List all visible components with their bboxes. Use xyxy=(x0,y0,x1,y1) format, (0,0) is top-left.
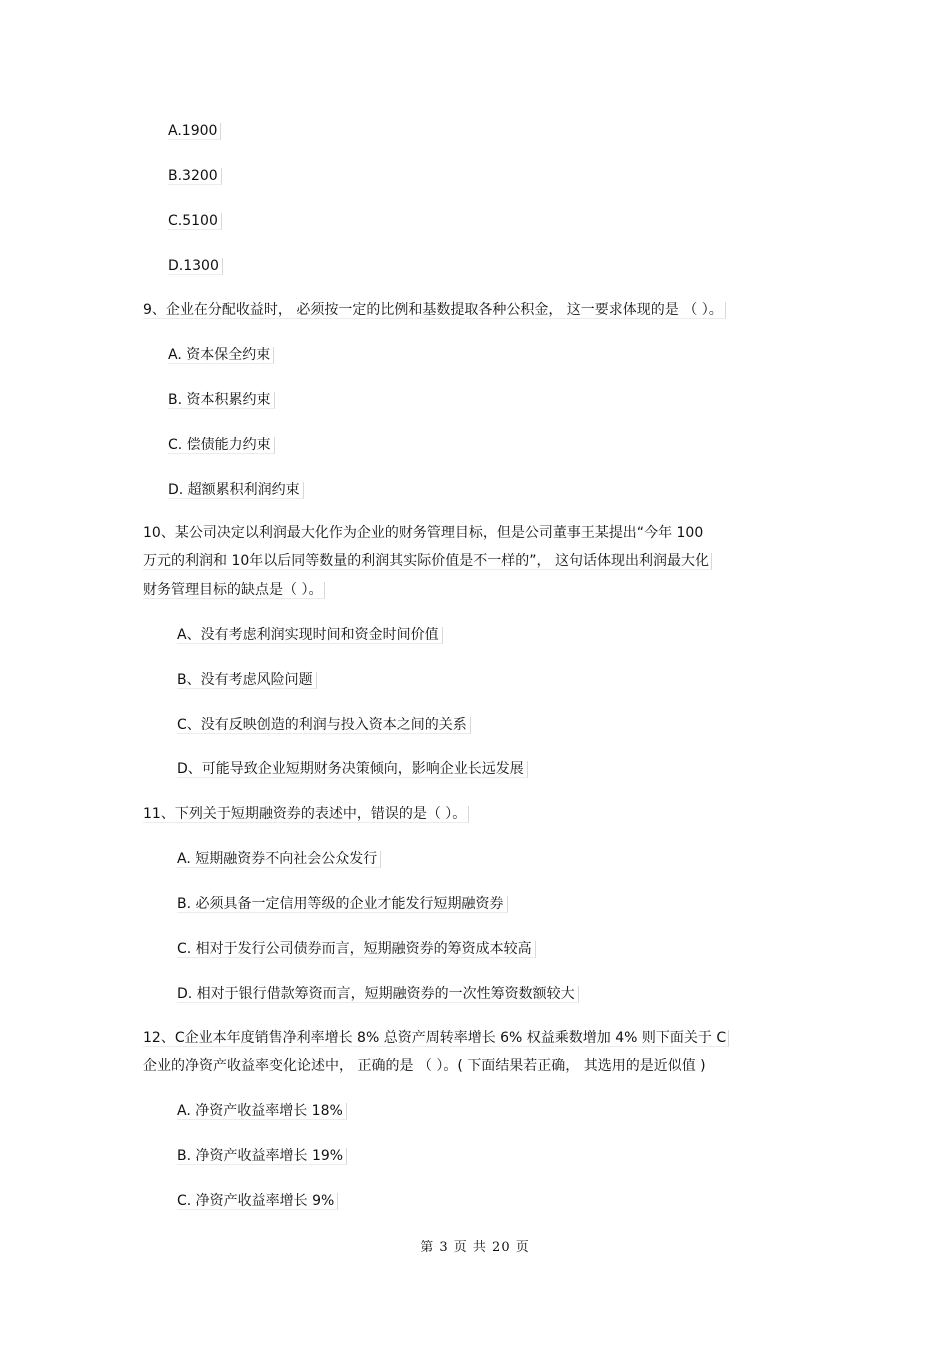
q10-option-d: D、可能导致企业短期财务决策倾向，影响企业长远发展 xyxy=(177,761,528,778)
q12-option-a: A. 净资产收益率增长 18% xyxy=(177,1103,347,1120)
q11-option-b: B. 必须具备一定信用等级的企业才能发行短期融资券 xyxy=(177,896,508,913)
q12-option-c: C. 净资产收益率增长 9% xyxy=(177,1193,338,1210)
q9-option-d: D. 超额累积利润约束 xyxy=(168,482,304,499)
q10-option-c: C、没有反映创造的利润与投入资本之间的关系 xyxy=(177,717,471,734)
q12-option-b: B. 净资产收益率增长 19% xyxy=(177,1148,347,1165)
q9-option-b: B. 资本积累约束 xyxy=(168,392,275,409)
q11-option-c: C. 相对于发行公司债券而言，短期融资券的筹资成本较高 xyxy=(177,941,536,958)
q11-stem: 11、下列关于短期融资券的表述中，错误的是（ ）。 xyxy=(143,806,469,823)
q11-option-d: D. 相对于银行借款筹资而言，短期融资券的一次性筹资数额较大 xyxy=(177,986,579,1003)
q10-stem-line-3: 财务管理目标的缺点是（ ）。 xyxy=(143,582,325,599)
page-footer: 第 3 页 共 20 页 xyxy=(420,1240,530,1255)
q8-option-b: B.3200 xyxy=(168,168,222,185)
q12-stem-line-2: 企业的净资产收益率变化论述中， 正确的是 （ ）。( 下面结果若正确， 其选用的是近似值 ) xyxy=(143,1058,706,1074)
q9-option-a: A. 资本保全约束 xyxy=(168,347,274,364)
q9-stem: 9、企业在分配收益时， 必须按一定的比例和基数提取各种公积金， 这一要求体现的是 （ ）。 xyxy=(143,302,726,319)
q8-option-d: D.1300 xyxy=(168,258,223,275)
q8-option-a: A.1900 xyxy=(168,123,221,140)
q10-option-a: A、没有考虑利润实现时间和资金时间价值 xyxy=(177,627,443,644)
q10-stem-line-2: 万元的利润和 10年以后同等数量的利润其实际价值是不一样的”， 这句话体现出利润最大化 xyxy=(143,553,712,570)
q12-stem-line-1: 12、C企业本年度销售净利率增长 8% 总资产周转率增长 6% 权益乘数增加 4% 则下面关于 C xyxy=(143,1030,729,1047)
q11-option-a: A. 短期融资券不向社会公众发行 xyxy=(177,851,381,868)
q10-option-b: B、没有考虑风险问题 xyxy=(177,672,317,689)
q10-stem-line-1: 10、某公司决定以利润最大化作为企业的财务管理目标，但是公司董事王某提出“今年 100 xyxy=(143,525,704,541)
q9-option-c: C. 偿债能力约束 xyxy=(168,437,275,454)
q8-option-c: C.5100 xyxy=(168,213,222,230)
